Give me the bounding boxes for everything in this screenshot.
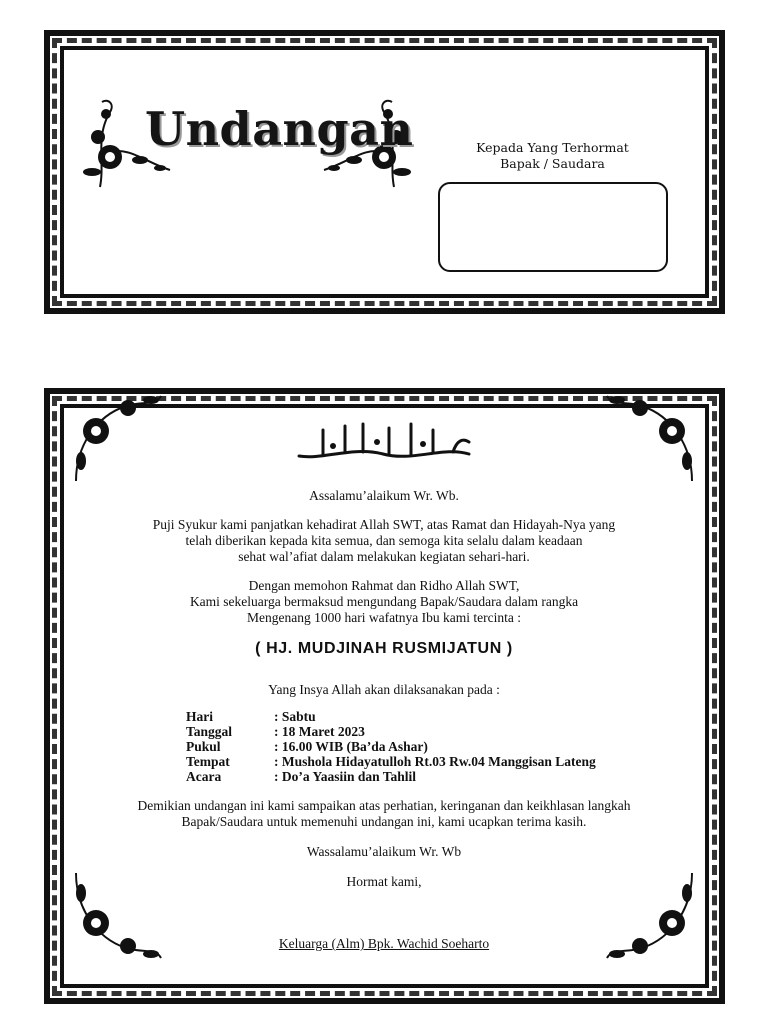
corner-floral-top-left-icon [66, 386, 166, 486]
paragraph-line: Demikian undangan ini kami sampaikan atas perhatian, keringanan dan keikhlasan langkah [137, 798, 631, 813]
paragraph-line: Dengan memohon Rahmat dan Ridho Allah SWT, [248, 578, 520, 593]
detail-label: Pukul [186, 739, 221, 754]
schedule-intro: Yang Insya Allah akan dilaksanakan pada : [268, 682, 500, 697]
recipient-line-2: Bapak / Saudara [500, 156, 605, 171]
recipient-line-1: Kepada Yang Terhormat [476, 140, 629, 155]
detail-value: : 16.00 WIB (Ba’da Ashar) [274, 739, 428, 754]
detail-row [186, 754, 596, 769]
detail-label: Tanggal [186, 724, 233, 739]
paragraph-line: Puji Syukur kami panjatkan kehadirat Allah SWT, atas Ramat dan Hidayah-Nya yang [152, 517, 616, 532]
envelope-title: Undangan [145, 102, 414, 156]
detail-label: Tempat [186, 754, 230, 769]
detail-value: : Mushola Hidayatulloh Rt.03 Rw.04 Manggisan Lateng [274, 754, 596, 769]
paragraph-line: telah diberikan kepada kita semua, dan semoga kita selalu dalam keadaan [185, 533, 583, 548]
detail-row [186, 709, 596, 724]
honoree-name: ( HJ. MUDJINAH RUSMIJATUN ) [255, 640, 513, 657]
detail-row [186, 739, 596, 754]
detail-label: Hari [186, 709, 213, 724]
paragraph-closing [60, 798, 708, 830]
bismillah-calligraphy-icon [293, 416, 475, 466]
detail-value: : 18 Maret 2023 [274, 724, 365, 739]
paragraph-thanks [60, 517, 708, 565]
paragraph-line: Kami sekeluarga bermaksud mengundang Bapak/Saudara dalam rangka [189, 594, 579, 609]
detail-value: : Do’a Yaasiin dan Tahlil [274, 769, 417, 784]
recipient-name-box [438, 182, 668, 272]
detail-row [186, 724, 596, 739]
signature: Keluarga (Alm) Bpk. Wachid Soeharto [278, 936, 490, 951]
detail-value: : Sabtu [274, 709, 316, 724]
greeting: Assalamu’alaikum Wr. Wb. [309, 488, 459, 503]
paragraph-line: Mengenang 1000 hari wafatnya Ibu kami tercinta : [246, 610, 522, 625]
detail-row [186, 769, 596, 784]
regards: Hormat kami, [346, 874, 422, 889]
event-details-table [186, 709, 596, 784]
paragraph-line: Bapak/Saudara untuk memenuhi undangan ini, kami ucapkan terima kasih. [181, 814, 587, 829]
farewell: Wassalamu’alaikum Wr. Wb [306, 844, 462, 859]
paragraph-line: sehat wal’afiat dalam melakukan kegiatan sehari-hari. [238, 549, 530, 564]
paragraph-invitation [60, 578, 708, 626]
recipient-label [430, 140, 675, 172]
detail-label: Acara [186, 769, 222, 784]
corner-floral-top-right-icon [602, 386, 702, 486]
